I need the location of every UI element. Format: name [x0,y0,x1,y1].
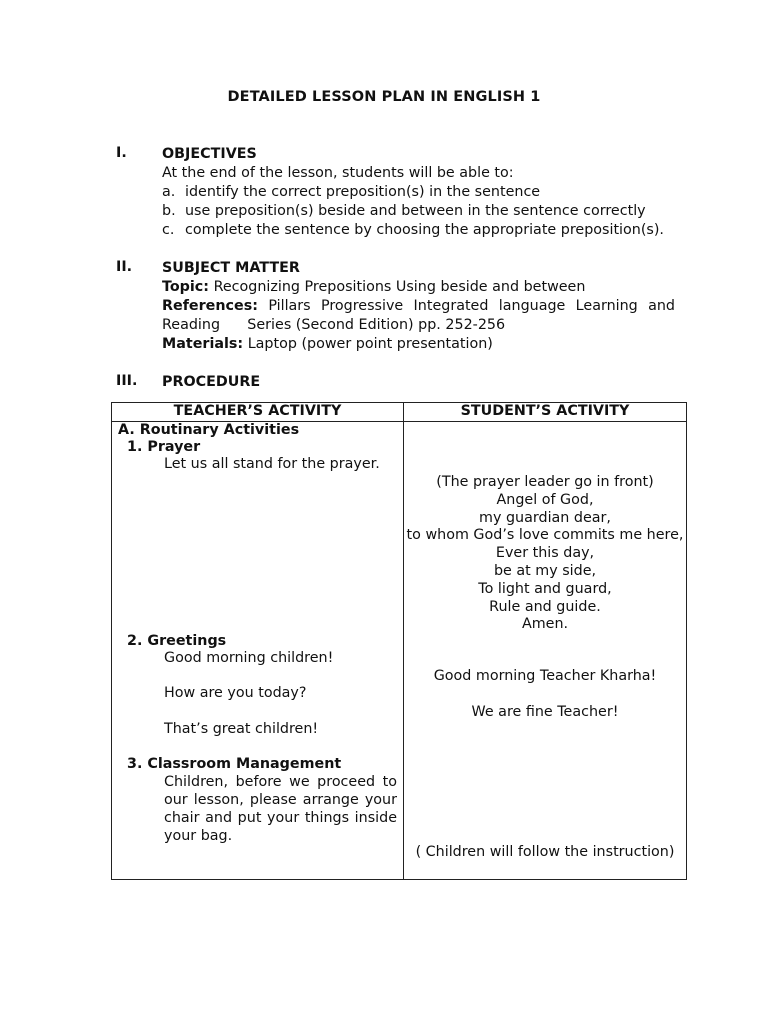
procedure-table [111,402,687,880]
objective-item [162,183,675,202]
objective-item [162,202,675,221]
prayer-line: to whom God’s love commits me here, [406,527,684,544]
objective-text: use preposition(s) beside and between in the sentence correctly [185,203,646,219]
classroom-management-student-text: ( Children will follow the instruction) [415,844,675,860]
prayer-line: (The prayer leader go in front) [436,474,654,490]
table-header-row [112,403,687,422]
topic-line [162,278,675,297]
topic-label: Topic: [162,279,210,295]
objective-letter: c. [162,222,175,238]
greetings-student-2: We are fine Teacher! [471,704,619,720]
table-row [112,422,687,880]
prayer-line: be at my side, [493,562,597,579]
references-value-2: Reading Series (Second Edition) pp. 252-256 [162,317,506,333]
prayer-teacher-line: Let us all stand for the prayer. [164,456,380,472]
classroom-management-teacher-text: Children, before we proceed to our lesson, please arrange your chair and put your things inside your bag. [164,774,397,844]
greetings-teacher-3: That’s great children! [164,721,319,737]
prayer-line: Rule and guide. [489,598,601,615]
routinary-activities-heading: A. Routinary Activities [118,422,300,438]
procedure-heading: PROCEDURE [162,374,261,390]
greetings-heading: 2. Greetings [127,633,227,649]
objectives-heading: OBJECTIVES [162,146,257,162]
objectives-intro: At the end of the lesson, students will be able to: [162,165,514,181]
procedure-numeral: III. [116,373,138,389]
greetings-teacher-2: How are you today? [164,685,307,701]
topic-value: Recognizing Prepositions Using beside and between [213,279,586,295]
references-label: References: [162,298,258,314]
objective-letter: a. [162,184,176,200]
objective-text: identify the correct preposition(s) in the sentence [185,184,541,200]
classroom-management-heading: 3. Classroom Management [127,756,342,772]
document-title: DETAILED LESSON PLAN IN ENGLISH 1 [227,89,541,105]
prayer-heading: 1. Prayer [127,439,201,455]
prayer-line: Amen. [521,616,569,633]
greetings-student-1: Good morning Teacher Kharha! [433,668,657,684]
objectives-numeral: I. [116,145,127,161]
prayer-line: my guardian dear, [479,509,611,526]
prayer-line: To light and guard, [478,580,612,597]
references-value-1: Pillars Progressive Integrated language Learning and [268,298,675,314]
subject-matter-heading: SUBJECT MATTER [162,260,300,276]
prayer-line: Angel of God, [496,491,594,508]
objective-text: complete the sentence by choosing the appropriate preposition(s). [185,222,664,238]
greetings-teacher-1: Good morning children! [164,650,334,666]
materials-value: Laptop (power point presentation) [247,336,493,352]
objective-letter: b. [162,203,176,219]
objective-item [162,221,675,240]
materials-line [162,335,675,354]
references-line-1 [162,297,675,316]
teacher-activity-cell [112,422,404,880]
subject-matter-numeral: II. [116,259,133,275]
prayer-student-lines [404,474,686,634]
prayer-line: Ever this day, [495,545,595,562]
materials-label: Materials: [162,336,244,352]
student-activity-header: STUDENT’S ACTIVITY [404,403,687,422]
teacher-activity-header: TEACHER’S ACTIVITY [112,403,404,422]
student-activity-cell [404,422,687,880]
